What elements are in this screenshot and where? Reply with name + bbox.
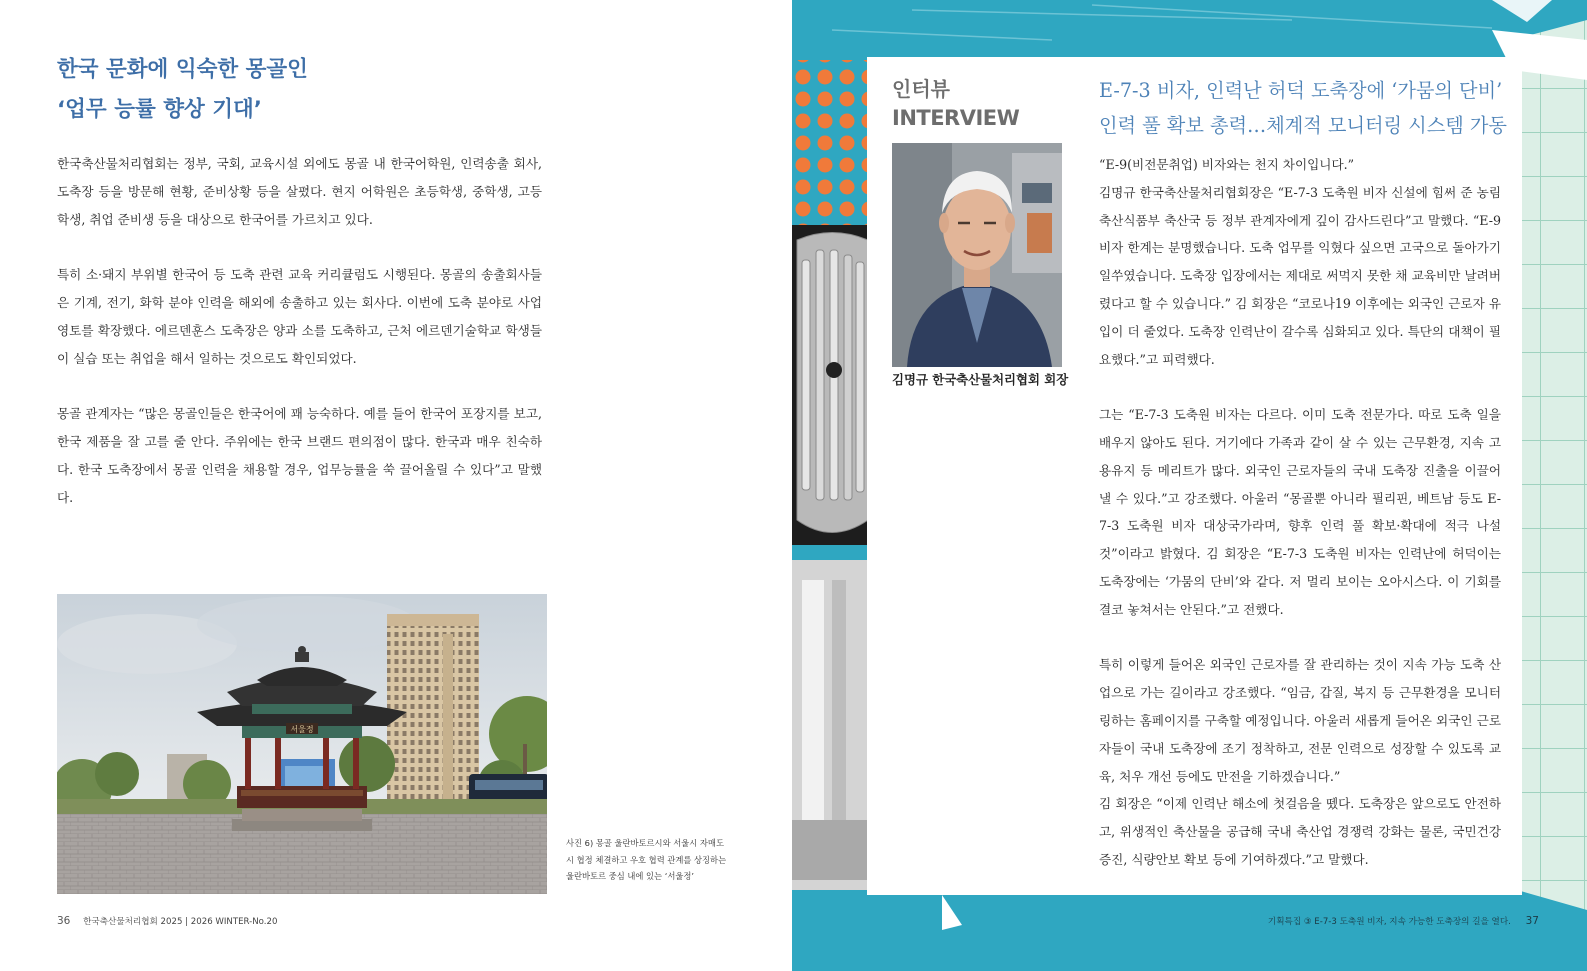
left-page: [0, 0, 792, 971]
left-paragraph-3: 몽골 관계자는 “많은 몽골인들은 한국어에 꽤 능숙하다. 예를 들어 한국어 포장지를 보고, 한국 제품을 잘 고를 줄 안다. 주위에는 한국 브랜드 편의점이 많다. 한국과 매우 친숙하다. 한국 도축장에서 몽골 인력을 채용할 경우, 업무능률을 쑥 끌어올릴 수 있다”고 말했다.: [57, 406, 542, 505]
left-title-line1: 한국 문화에 익숙한 몽골인: [57, 57, 308, 82]
right-paragraph-5: 김 회장은 “이제 인력난 해소에 첫걸음을 뗐다. 도축장은 앞으로도 안전하고, 위생적인 축산물을 공급해 국내 축산업 경쟁력 강화는 물론, 국민건강 증진, 식량안보 확보 등에 기여하겠다.”고 말했다.: [1099, 796, 1501, 867]
interview-label: [892, 75, 1019, 133]
interview-panel: [867, 57, 1522, 895]
left-title-line2: ‘업무 능률 향상 기대’: [57, 97, 262, 122]
right-page-number: 37: [1525, 915, 1539, 927]
left-paragraph-2: 특히 소·돼지 부위별 한국어 등 도축 관련 교육 커리큘럼도 시행된다. 몽골의 송출회사들은 기계, 전기, 화학 분야 인력을 해외에 송출하고 있는 회사다. 이번에 도축 분야로 사업 영토를 확장했다. 에르덴훈스 도축장은 양과 소를 도축하고, 근처 에르덴기술학교 학생들이 실습 또는 취업을 해서 일하는 것으로도 확인되었다.: [57, 267, 542, 366]
interviewee-portrait: [892, 143, 1062, 367]
right-body-text: [1099, 151, 1501, 874]
left-paragraph-1: 한국축산물처리협회는 정부, 국회, 교육시설 외에도 몽골 내 한국어학원, 인력송출 회사, 도축장 등을 방문해 현황, 준비상황 등을 살폈다. 현지 어학원은 초등학생, 중학생, 고등학생, 취업 준비생 등을 대상으로 한국어를 가르치고 있다.: [57, 156, 542, 227]
left-footer-text: 한국축산물처리협회 2025 | 2026 WINTER-No.20: [83, 917, 278, 927]
right-title-line1: E-7-3 비자, 인력난 허덕 도축장에 ‘가뭄의 단비’: [1099, 79, 1503, 102]
left-footer: [57, 915, 277, 927]
right-footer: [1268, 915, 1539, 927]
right-paragraph-3: 그는 “E-7-3 도축원 비자는 다르다. 이미 도축 전문가다. 따로 도축 일을 배우지 않아도 된다. 거기에다 가족과 같이 살 수 있는 근무환경, 지속 고용유지 등 메리트가 많다. 외국인 근로자들의 국내 도축장 진출을 이끌어낼 수 있다.”고 강조했다. 아울러 “몽골뿐 아니라 필리핀, 베트남 등도 E-7-3 도축원 비자 대상국가라며, 향후 인력 풀 확보·확대에 적극 나설 것”이라고 밝혔다. 김 회장은 “E-7-3 도축원 비자는 인력난에 허덕이는 도축장에는 ‘가뭄의 단비’와 같다. 저 멀리 보이는 오아시스다. 이 기회를 결코 놓쳐서는 안된다.”고 전했다.: [1099, 407, 1501, 617]
right-page-title: [1099, 73, 1519, 143]
left-body-text: [57, 150, 542, 539]
interview-label-en: INTERVIEW: [892, 106, 1020, 130]
left-page-number: 36: [57, 915, 71, 927]
right-paragraph-4: 특히 이렇게 들어온 외국인 근로자를 잘 관리하는 것이 지속 가능 도축 산업으로 가는 길이라고 강조했다. “임금, 갑질, 복지 등 근무환경을 모니터링하는 홈페이지를 구축할 예정입니다. 아울러 새롭게 들어온 외국인 근로자들이 국내 도축장에 조기 정착하고, 전문 인력으로 성장할 수 있도록 교육, 처우 개선 등에도 만전을 기하겠습니다.”: [1099, 657, 1501, 784]
photo-caption: 사진 6) 몽골 울란바토르시와 서울시 자매도시 협정 체결하고 우호 협력 관계를 상징하는 울란바토르 중심 내에 있는 ‘서울정’: [566, 838, 727, 881]
seoul-pavilion-photo: [57, 594, 547, 894]
right-paragraph-2: 김명규 한국축산물처리협회장은 “E-7-3 도축원 비자 신설에 힘써 준 농림축산식품부 축산국 등 정부 관계자에게 깊이 감사드린다”고 말했다. “E-9 비자 한계는 분명했습니다. 도축 업무를 익혔다 싶으면 고국으로 돌아가기 일쑤였습니다. 도축장 입장에서는 제대로 써먹지 못한 채 교육비만 날려버렸다고 할 수 있습니다.” 김 회장은 “코로나19 이후에는 외국인 근로자 유입이 더 줄었다. 도축장 인력난이 갈수록 심화되고 있다. 특단의 대책이 필요했다.”고 피력했다.: [1099, 184, 1501, 367]
interviewee-name: 김명규 한국축산물처리협회 회장: [892, 372, 1069, 387]
interview-label-ko: 인터뷰: [892, 77, 950, 101]
right-footer-text: 기획특집 ③ E-7-3 도축원 비자, 지속 가능한 도축장의 길을 열다.: [1267, 917, 1511, 927]
right-page: [792, 0, 1587, 971]
right-paragraph-1: “E-9(비전문취업) 비자와는 천지 차이입니다.”: [1099, 157, 1355, 172]
pavilion-sign: 서울정: [290, 725, 314, 734]
left-page-title: [57, 50, 557, 130]
right-title-line2: 인력 풀 확보 총력…체계적 모니터링 시스템 가동: [1099, 114, 1507, 137]
